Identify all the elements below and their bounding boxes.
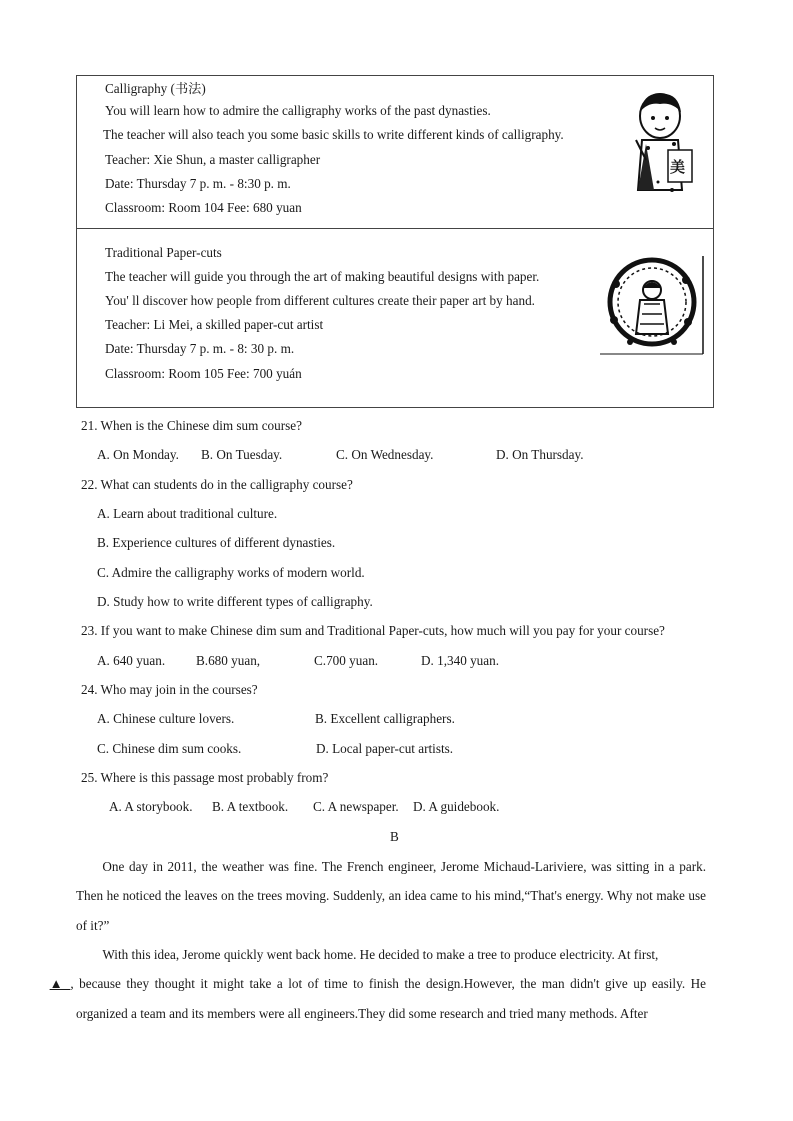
- option: D. On Thursday.: [496, 447, 584, 462]
- section-label: B: [390, 829, 399, 844]
- option: D. Study how to write different types of calligraphy.: [97, 594, 373, 609]
- option: C. On Wednesday.: [336, 447, 434, 462]
- option: A. 640 yuan.: [97, 653, 166, 668]
- question-22: 22. What can students do in the calligraphy course?: [81, 477, 353, 492]
- course-teacher: Teacher: Xie Shun, a master calligrapher: [105, 152, 321, 167]
- course-date: Date: Thursday 7 p. m. - 8: 30 p. m.: [105, 341, 295, 356]
- course-teacher: Teacher: Li Mei, a skilled paper-cut artist: [105, 317, 324, 332]
- option: B. Excellent calligraphers.: [315, 711, 455, 726]
- course-line: The teacher will guide you through the art of making beautiful designs with paper.: [105, 269, 540, 284]
- course-line: You will learn how to admire the calligraphy works of the past dynasties.: [105, 103, 491, 118]
- option: B. Experience cultures of different dynasties.: [97, 535, 336, 550]
- paper-cut-illustration: [600, 254, 706, 358]
- course-line: The teacher will also teach you some basic skills to write different kinds of calligraphy.: [103, 127, 564, 142]
- option: A. A storybook.: [109, 799, 193, 814]
- course-title: Traditional Paper-cuts: [105, 245, 222, 260]
- option: B. On Tuesday.: [201, 447, 283, 462]
- question-23: 23. If you want to make Chinese dim sum and Traditional Paper-cuts, how much will you pay for your course?: [81, 623, 665, 638]
- course-title: Calligraphy (书法): [105, 81, 206, 96]
- question-24: 24. Who may join in the courses?: [81, 682, 258, 697]
- option: D. 1,340 yuan.: [421, 653, 500, 668]
- calligrapher-illustration: [628, 90, 694, 200]
- course-classroom-fee: Classroom: Room 104 Fee: 680 yuan: [105, 200, 302, 215]
- option: D. A guidebook.: [413, 799, 500, 814]
- option: C.700 yuan.: [314, 653, 379, 668]
- course-date: Date: Thursday 7 p. m. - 8:30 p. m.: [105, 176, 291, 191]
- option: A. On Monday.: [97, 447, 179, 462]
- passage-text: With this idea, Jerome quickly went back home. He decided to make a tree to produce electricity. At first,: [102, 947, 659, 962]
- course-classroom-fee: Classroom: Room 105 Fee: 700 yuán: [105, 366, 302, 381]
- calligraphy-character: 美: [670, 158, 686, 176]
- option: C. A newspaper.: [313, 799, 399, 814]
- answer-blank: ▲: [49, 976, 71, 992]
- question-21: 21. When is the Chinese dim sum course?: [81, 418, 302, 433]
- option: A. Chinese culture lovers.: [97, 711, 235, 726]
- option: C. Admire the calligraphy works of modern world.: [97, 565, 365, 580]
- course-line: You' ll discover how people from different cultures create their paper art by hand.: [105, 293, 535, 308]
- option: D. Local paper-cut artists.: [316, 741, 454, 756]
- question-25: 25. Where is this passage most probably from?: [81, 770, 329, 785]
- passage-paragraph: [49, 940, 706, 1028]
- calligraphy-course-box: [76, 75, 714, 228]
- option: B. A textbook.: [212, 799, 289, 814]
- passage-paragraph: One day in 2011, the weather was fine. The French engineer, Jerome Michaud-Lariviere, was sitting in a park. Then he noticed the leaves on the trees moving. Suddenly, an idea came to his mind,“That's energy. Why not make use of it?”: [76, 859, 706, 933]
- option: A. Learn about traditional culture.: [97, 506, 278, 521]
- option: C. Chinese dim sum cooks.: [97, 741, 242, 756]
- passage-text: , because they thought it might take a lot of time to finish the design.However, the man didn't give up easily. He organized a team and its members were all engineers.They did some research and tried many methods. After: [70, 976, 706, 1021]
- option: B.680 yuan,: [196, 653, 261, 668]
